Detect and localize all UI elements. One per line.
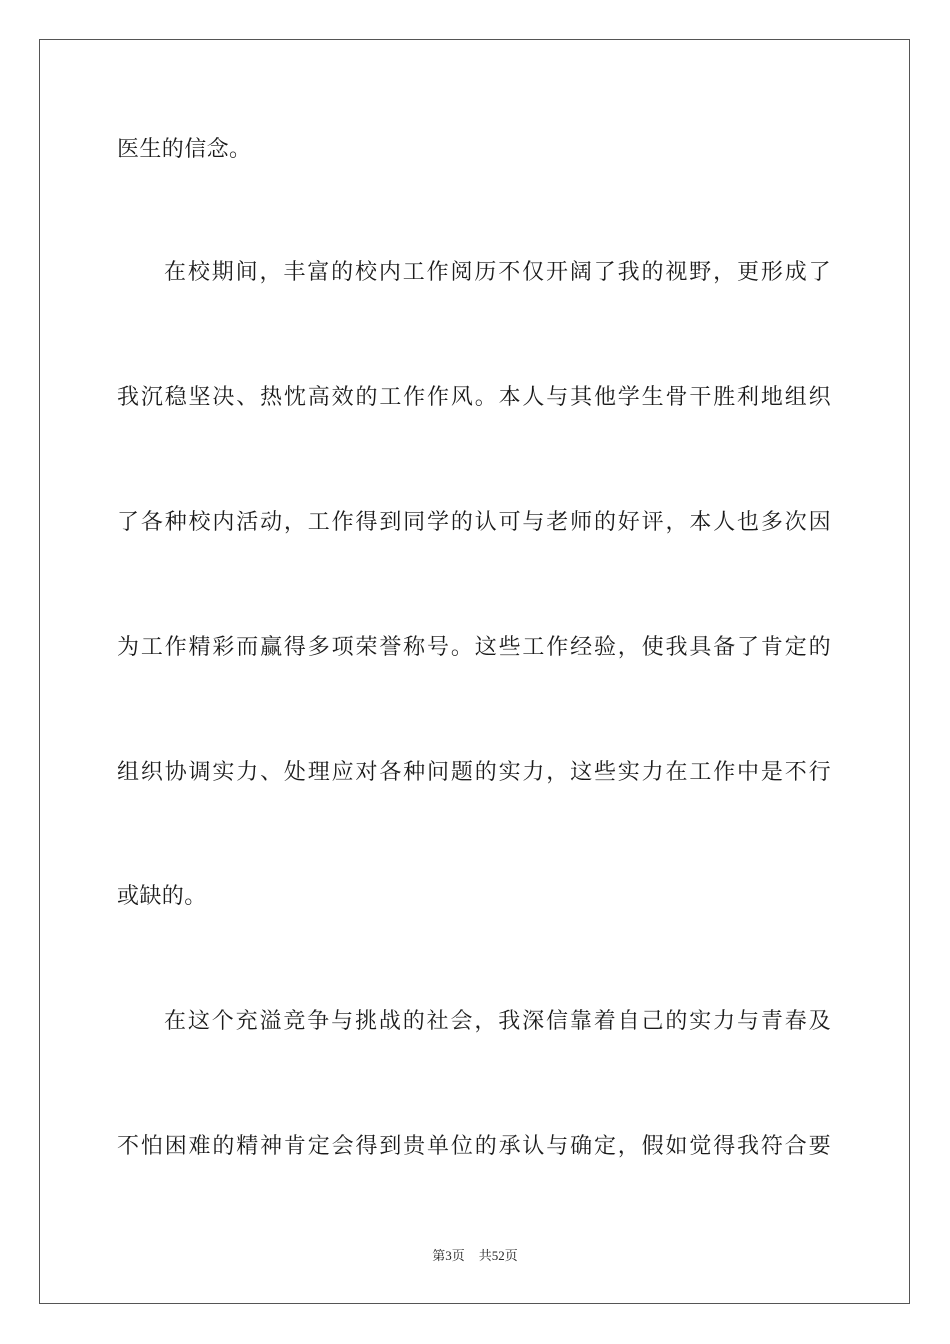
page-footer [0, 1247, 950, 1265]
page-border [39, 39, 910, 1304]
paragraph-first-line: 在校期间，丰富的校内工作阅历不仅开阔了我的视野，更形成了 [164, 260, 831, 285]
text-line: 或缺的。 [117, 884, 207, 909]
text-line: 不怕困难的精神肯定会得到贵单位的承认与确定，假如觉得我符合要 [117, 1134, 831, 1159]
text-line: 了各种校内活动，工作得到同学的认可与老师的好评，本人也多次因 [117, 510, 831, 535]
total-pages: 共52页 [478, 1248, 518, 1263]
paragraph-first-line: 在这个充溢竞争与挑战的社会，我深信靠着自己的实力与青春及 [164, 1009, 831, 1034]
text-line: 组织协调实力、处理应对各种问题的实力，这些实力在工作中是不行 [117, 760, 831, 785]
text-line: 我沉稳坚决、热忱高效的工作作风。本人与其他学生骨干胜利地组织 [117, 385, 831, 410]
page-number: 第3页 [432, 1248, 465, 1263]
text-line: 为工作精彩而赢得多项荣誉称号。这些工作经验，使我具备了肯定的 [117, 635, 831, 660]
text-line: 医生的信念。 [117, 137, 252, 162]
